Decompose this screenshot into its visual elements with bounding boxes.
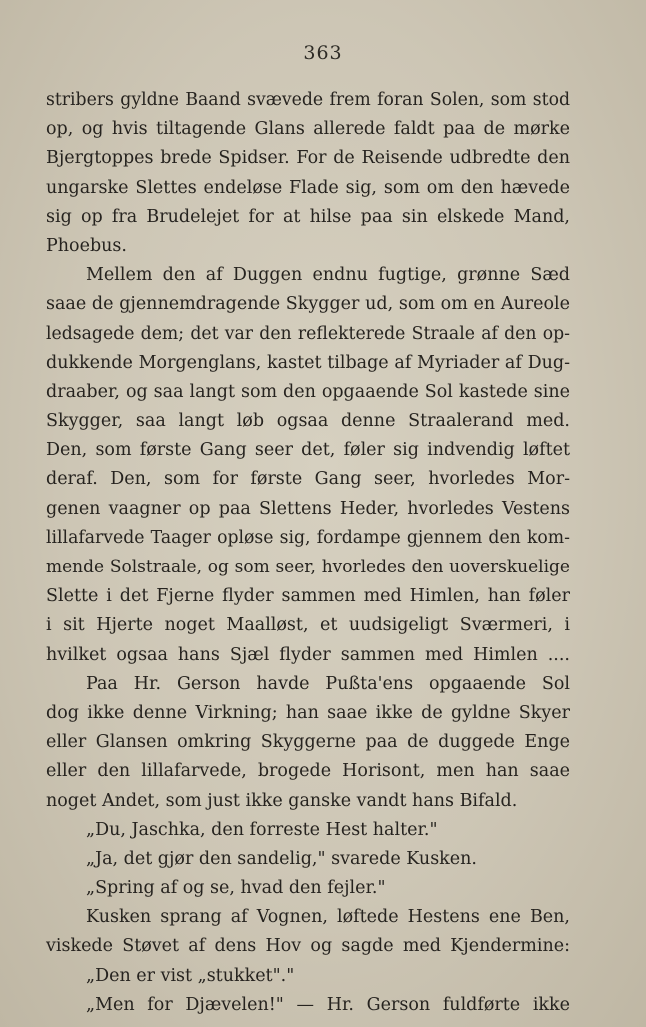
body-text [46, 86, 570, 1020]
text-line: Slette i det Fjerne flyder sammen med Himlen, han føler [46, 586, 570, 607]
text-line: ungarske Slettes endeløse Flade sig, som om den hævede [46, 177, 570, 198]
text-line: genen vaagner op paa Slettens Heder, hvorledes Vestens [46, 498, 570, 519]
text-line: eller den lillafarvede, brogede Horisont, men han saae [46, 761, 570, 782]
text-line: hvilket ogsaa hans Sjæl flyder sammen med Himlen .... [46, 644, 570, 665]
text-line: „Spring af og se, hvad den fejler." [86, 878, 386, 899]
text-line: noget Andet, som just ikke ganske vandt hans Bifald. [46, 790, 518, 811]
text-line: stribers gyldne Baand svævede frem foran Solen, som stod [46, 90, 570, 110]
text-line: sig op fra Brudelejet for at hilse paa sin elskede Mand, [46, 206, 570, 227]
text-line: „Men for Djævelen!" — Hr. Gerson fuldførte ikke [86, 994, 570, 1015]
text-line: dukkende Morgenglans, kastet tilbage af Myriader af Dug- [46, 352, 570, 373]
text-line: draaber, og saa langt som den opgaaende Sol kastede sine [46, 381, 570, 402]
text-line: dog ikke denne Virkning; han saae ikke de gyldne Skyer [46, 702, 570, 723]
text-line: Skygger, saa langt løb ogsaa denne Straalerand med. [46, 411, 570, 432]
text-line: Mellem den af Duggen endnu fugtige, grønne Sæd [86, 265, 570, 286]
text-line: deraf. Den, som for første Gang seer, hvorledes Mor- [46, 469, 570, 490]
text-line: Paa Hr. Gerson havde Pußta'ens opgaaende Sol [86, 673, 570, 694]
text-line: i sit Hjerte noget Maalløst, et uudsigeligt Sværmeri, i [46, 615, 570, 636]
text-line: „Ja, det gjør den sandelig," svarede Kusken. [86, 848, 477, 869]
text-line: eller Glansen omkring Skyggerne paa de duggede Enge [46, 732, 570, 753]
text-line: op, og hvis tiltagende Glans allerede faldt paa de mørke [46, 119, 570, 140]
text-line: ledsagede dem; det var den reflekterede Straale af den op- [46, 323, 570, 344]
page-number: 363 [303, 42, 343, 64]
text-line: „Den er vist „stukket"." [86, 965, 295, 986]
text-line: saae de gjennemdragende Skygger ud, som om en Aureole [46, 294, 570, 315]
text-line: viskede Støvet af dens Hov og sagde med Kjendermine: [46, 936, 570, 957]
text-line: Kusken sprang af Vognen, løftede Hestens ene Ben, [86, 907, 570, 928]
text-line: „Du, Jaschka, den forreste Hest halter." [86, 819, 438, 840]
text-line: mende Solstraale, og som seer, hvorledes den uoverskuelige [46, 557, 570, 577]
text-line: lillafarvede Taager opløse sig, fordampe gjennem den kom- [46, 527, 570, 548]
text-line: Bjergtoppes brede Spidser. For de Reisende udbredte den [46, 148, 570, 169]
text-line: Den, som første Gang seer det, føler sig indvendig løftet [46, 440, 570, 461]
text-line: Phoebus. [46, 235, 127, 256]
